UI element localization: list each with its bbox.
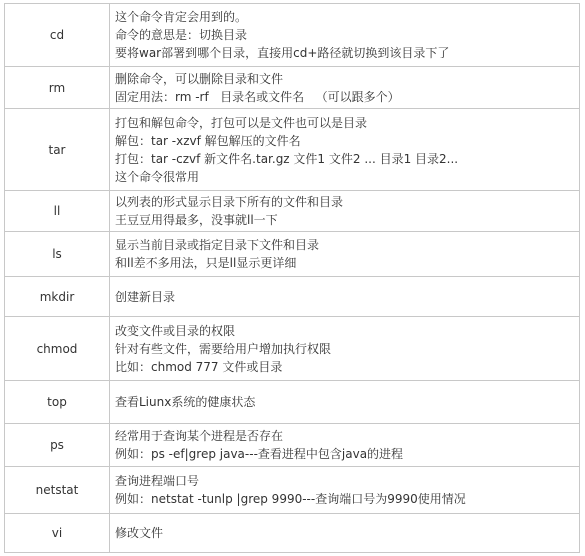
description-line: 打包：tar -czvf 新文件名.tar.gz 文件1 文件2 ... 目录1 目录2... xyxy=(115,151,459,166)
description-line: 这个命令很常用 xyxy=(115,169,200,184)
description-line: 命令的意思是：切换目录 xyxy=(115,28,248,42)
table-row xyxy=(5,109,580,191)
description-line: 创建新目录 xyxy=(115,289,176,304)
description-line: 删除命令，可以删除目录和文件 xyxy=(115,71,284,86)
command-description xyxy=(110,467,580,514)
table-row xyxy=(5,381,580,424)
command-name: ll xyxy=(5,191,110,232)
description-line: 比如：chmod 777 文件或目录 xyxy=(115,359,283,374)
table-row xyxy=(5,277,580,317)
command-description xyxy=(110,514,580,553)
description-line: 改变文件或目录的权限 xyxy=(115,323,236,338)
table-row xyxy=(5,67,580,109)
description-line: 这个命令肯定会用到的。 xyxy=(115,10,248,24)
description-line: 例如：ps -ef|grep java---查看进程中包含java的进程 xyxy=(115,447,404,461)
description-line: 查询进程端口号 xyxy=(115,474,200,488)
description-line: 显示当前目录或指定目录下文件和目录 xyxy=(115,238,320,252)
command-description xyxy=(110,317,580,381)
command-name: top xyxy=(5,381,110,424)
table-row xyxy=(5,514,580,553)
command-name: mkdir xyxy=(5,277,110,317)
command-name: chmod xyxy=(5,317,110,381)
command-description xyxy=(110,381,580,424)
description-line: 王豆豆用得最多，没事就ll一下 xyxy=(115,213,278,227)
description-line: 针对有些文件，需要给用户增加执行权限 xyxy=(115,341,332,356)
command-description xyxy=(110,109,580,191)
command-description xyxy=(110,4,580,67)
command-table-wrapper xyxy=(4,3,580,553)
command-description xyxy=(110,424,580,467)
description-line: 以列表的形式显示目录下所有的文件和目录 xyxy=(115,195,344,209)
table-row xyxy=(5,232,580,277)
table-row xyxy=(5,191,580,232)
table-row xyxy=(5,317,580,381)
description-line: 解包：tar -xzvf 解包解压的文件名 xyxy=(115,133,301,148)
description-line: 查看Liunx系统的健康状态 xyxy=(115,395,256,409)
table-row xyxy=(5,4,580,67)
command-table xyxy=(4,3,580,553)
description-line: 固定用法：rm -rf 目录名或文件名 （可以跟多个） xyxy=(115,89,400,104)
command-description xyxy=(110,277,580,317)
command-name: vi xyxy=(5,514,110,553)
command-name: ls xyxy=(5,232,110,277)
description-line: 和ll差不多用法，只是ll显示更详细 xyxy=(115,256,297,270)
command-name: netstat xyxy=(5,467,110,514)
command-name: cd xyxy=(5,4,110,67)
command-name: rm xyxy=(5,67,110,109)
description-line: 要将war部署到哪个目录，直接用cd+路径就切换到该目录下了 xyxy=(115,46,450,60)
table-row xyxy=(5,424,580,467)
description-line: 例如：netstat -tunlp |grep 9990---查询端口号为9990使用情况 xyxy=(115,492,466,506)
table-row xyxy=(5,467,580,514)
command-description xyxy=(110,232,580,277)
command-name: ps xyxy=(5,424,110,467)
command-description xyxy=(110,191,580,232)
command-name: tar xyxy=(5,109,110,191)
description-line: 修改文件 xyxy=(115,526,164,540)
description-line: 打包和解包命令，打包可以是文件也可以是目录 xyxy=(115,115,368,130)
command-description xyxy=(110,67,580,109)
description-line: 经常用于查询某个进程是否存在 xyxy=(115,429,284,443)
